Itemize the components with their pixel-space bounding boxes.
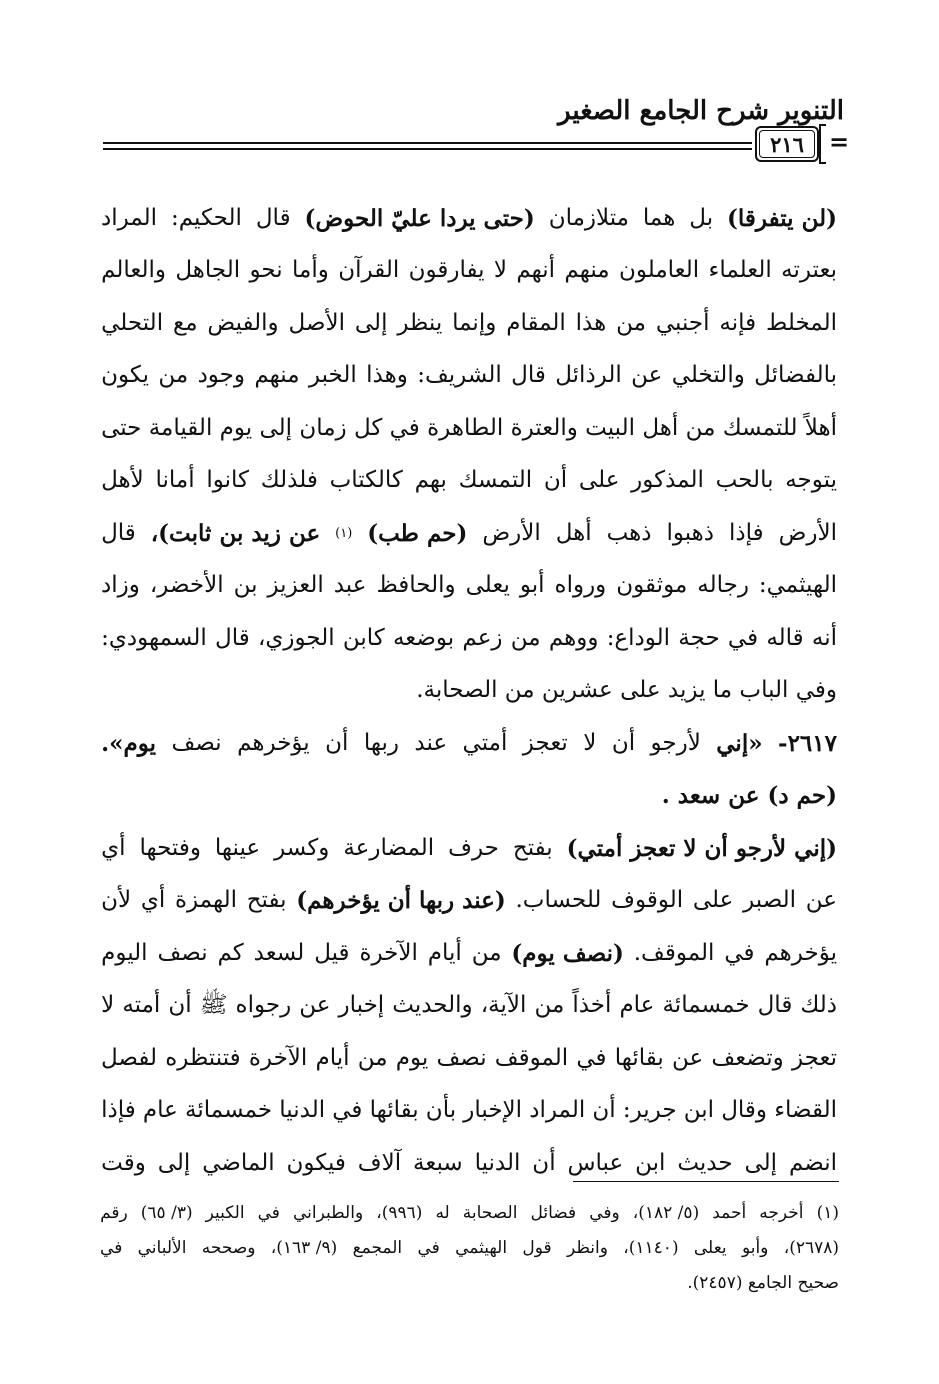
word: المراد xyxy=(101,204,158,231)
word: نصف xyxy=(157,939,208,966)
word: (حتى يردا عليّ الحوض) xyxy=(304,204,535,232)
word: صحيح الجامع (٢٤٥٧). xyxy=(687,1273,839,1293)
word: وتضعف xyxy=(711,1044,784,1071)
word: (٣/ ٦٥) xyxy=(140,1203,193,1223)
word: والحديث xyxy=(392,992,473,1019)
word: المخلط xyxy=(766,309,837,336)
word: أخذاً xyxy=(572,992,612,1019)
word: رقم xyxy=(100,1203,128,1223)
word: من xyxy=(534,992,565,1019)
word: أن xyxy=(611,729,636,756)
word: نحو xyxy=(249,257,283,284)
word: لا xyxy=(101,992,115,1019)
word: يتوجه xyxy=(785,467,837,494)
word: موثقون xyxy=(616,572,688,599)
word: الألباني xyxy=(137,1238,187,1258)
word: إلى xyxy=(354,309,388,336)
word: ورواه xyxy=(554,572,607,599)
text-line xyxy=(101,245,837,298)
text-line xyxy=(101,665,837,718)
word: سبعة xyxy=(413,1149,463,1176)
word: الطاهرة xyxy=(427,414,504,441)
word: بهم xyxy=(414,467,447,494)
word: والتخلي xyxy=(671,362,745,389)
word: من xyxy=(510,624,541,651)
word: وصححه xyxy=(201,1238,256,1258)
word: رجاله xyxy=(697,572,749,599)
word: هما xyxy=(642,204,676,231)
word: بالحب xyxy=(715,467,774,494)
word: وفتحها xyxy=(139,834,201,861)
word: ابن xyxy=(683,1097,715,1124)
word: منهم xyxy=(254,362,300,389)
word: الأصل xyxy=(288,309,346,336)
word: الدنيا xyxy=(474,1149,521,1176)
word: التمسك xyxy=(458,467,533,494)
word: عن xyxy=(299,992,331,1019)
text-line xyxy=(101,770,837,823)
word: والطبراني xyxy=(292,1203,364,1223)
word: العلماء xyxy=(708,257,772,284)
word: وفي الباب ما يزيد على عشرين من الصحابة. xyxy=(416,677,837,704)
word: من xyxy=(616,309,646,336)
word: أن xyxy=(543,467,568,494)
text-line xyxy=(101,1085,837,1138)
text-line xyxy=(101,717,837,770)
word: جرير: xyxy=(622,1097,677,1124)
word: له xyxy=(435,1203,450,1223)
word: قول xyxy=(522,1238,552,1258)
word: وأبو xyxy=(741,1238,769,1258)
word: (إني لأرجو أن لا تعجز أمتي) xyxy=(566,834,837,862)
word: على xyxy=(578,467,620,494)
word: الآخرة xyxy=(359,939,418,966)
word: وهذا xyxy=(366,362,408,389)
word: ٢٦١٧- xyxy=(778,729,837,757)
word: بأن xyxy=(425,1097,457,1124)
word: العاملون xyxy=(618,257,700,284)
word: من xyxy=(471,939,502,966)
header-rule-bottom xyxy=(103,148,752,150)
word: وكسر xyxy=(274,834,330,861)
word: عن زيد بن ثابت)، xyxy=(150,519,321,547)
word: فإنه xyxy=(719,309,757,336)
word: فضائل xyxy=(530,1203,577,1223)
word: إلى xyxy=(157,1149,191,1176)
word: (١) xyxy=(816,1203,839,1223)
word: قال xyxy=(255,204,291,231)
word: للحساب. xyxy=(515,887,602,914)
word: بوضعه xyxy=(392,624,455,651)
word: في xyxy=(332,1097,363,1124)
footnote-separator xyxy=(573,1181,839,1182)
word: على xyxy=(692,887,734,914)
word: أهل xyxy=(642,414,679,441)
footnote-ref: (١) xyxy=(335,525,353,541)
word: بقائها xyxy=(614,1044,664,1071)
word: والفيض xyxy=(207,309,279,336)
word: بفتح xyxy=(512,834,553,861)
word: الهيثمي: xyxy=(758,572,837,599)
word: من xyxy=(158,362,189,389)
word: حديث xyxy=(677,1149,733,1176)
word: إخبار xyxy=(338,992,385,1019)
word: أبو xyxy=(519,572,545,599)
text-line xyxy=(100,1231,839,1266)
word: تعجز xyxy=(791,1044,837,1071)
word: وإنما xyxy=(452,309,497,336)
word: ذلك xyxy=(800,992,837,1019)
word: ﷺ xyxy=(199,992,228,1019)
word: بن xyxy=(233,572,258,599)
word: الشريف: xyxy=(417,362,502,389)
word: الوداع: xyxy=(606,624,671,651)
word: أجنبي xyxy=(655,309,710,336)
word: أيام xyxy=(315,1044,350,1071)
word: لأهل xyxy=(101,467,144,494)
word: فتنتظره xyxy=(165,1044,241,1071)
word: أيام xyxy=(427,939,462,966)
word: وزاد xyxy=(101,572,140,599)
word: (١١٤٠)، xyxy=(623,1238,679,1258)
word: يوم». xyxy=(101,729,157,757)
word: خمسمائة xyxy=(185,1097,273,1124)
header-ornament: = xyxy=(829,127,850,156)
text-line xyxy=(101,350,837,403)
word: يعلى xyxy=(693,1238,727,1258)
word: عن xyxy=(631,362,663,389)
word: عن xyxy=(805,887,837,914)
word: حتى xyxy=(101,414,142,441)
word: قال xyxy=(215,624,250,651)
header-rule-top xyxy=(103,142,752,144)
word: أهل xyxy=(555,519,592,546)
word: عباس xyxy=(567,1149,624,1176)
word: مع xyxy=(172,309,198,336)
word: فإذا xyxy=(101,1097,136,1124)
word: قيل xyxy=(314,939,350,966)
word: الجاهل xyxy=(175,257,241,284)
word: في xyxy=(389,414,420,441)
word: الخبر xyxy=(308,362,357,389)
word: العزيز xyxy=(267,572,324,599)
word: أن xyxy=(592,1097,616,1124)
word: بل xyxy=(689,204,714,231)
word: المراد xyxy=(529,1097,586,1124)
text-line xyxy=(100,1266,839,1301)
word: الصحابة xyxy=(462,1203,518,1223)
word: يكون xyxy=(101,362,150,389)
word: أهلاً xyxy=(804,414,837,441)
word: حجة xyxy=(678,624,720,651)
word: متلازمان xyxy=(548,204,629,231)
word: الوقوف xyxy=(611,887,684,914)
text-line xyxy=(101,1032,837,1085)
word: ابن xyxy=(635,1149,666,1176)
word: أن xyxy=(532,1149,556,1176)
word: نصف xyxy=(436,1044,487,1071)
word: المجمع xyxy=(352,1238,403,1258)
running-title: التنوير شرح الجامع الصغير xyxy=(558,96,844,126)
word: ينظر xyxy=(397,309,443,336)
footnotes xyxy=(100,1196,839,1301)
text-line xyxy=(101,192,837,245)
word: الإخبار xyxy=(463,1097,523,1124)
word: كانوا xyxy=(206,467,250,494)
word: الآية، xyxy=(480,992,527,1019)
header-bracket-ornament xyxy=(819,124,826,164)
word: الماضي xyxy=(202,1149,275,1176)
word: عينها xyxy=(214,834,261,861)
word: يؤخرهم xyxy=(764,939,837,966)
word: قاله xyxy=(766,624,804,651)
word: زعم xyxy=(462,624,503,651)
word: كالكتاب xyxy=(329,467,403,494)
word: حرف xyxy=(448,834,499,861)
word: في xyxy=(417,1238,440,1258)
word: فلذلك xyxy=(260,467,318,494)
word: في xyxy=(724,939,755,966)
main-text xyxy=(101,192,837,1190)
word: في xyxy=(576,1044,607,1071)
text-line xyxy=(101,980,837,1033)
word: الهمزة xyxy=(174,887,237,914)
word: أخرجه xyxy=(759,1203,804,1223)
word: (حم طب) xyxy=(367,519,468,547)
word: بفتح xyxy=(246,887,287,914)
word: القضاء xyxy=(774,1097,837,1124)
word: كل xyxy=(353,414,383,441)
word: لسعد xyxy=(253,939,305,966)
word: رجواه xyxy=(235,992,292,1019)
word: ذهبوا xyxy=(666,519,715,546)
word: عن xyxy=(671,1044,704,1071)
word: وجود xyxy=(197,362,246,389)
word: فإذا xyxy=(729,519,764,546)
word: لا xyxy=(493,257,507,284)
word: منهم xyxy=(564,257,610,284)
word: لا xyxy=(583,729,597,756)
word: ووهم xyxy=(548,624,599,651)
word: من xyxy=(685,414,716,441)
word: (٥/ ١٨٢)، xyxy=(632,1203,700,1223)
text-line xyxy=(100,1196,839,1231)
text-line xyxy=(101,507,837,560)
word: يوم xyxy=(219,414,253,441)
word: بالفضائل xyxy=(754,362,837,389)
word: في xyxy=(100,1238,123,1258)
word: بعترته xyxy=(781,257,837,284)
word: من xyxy=(357,1044,388,1071)
word: قال xyxy=(757,992,793,1019)
word: أي xyxy=(140,887,166,914)
word: قال xyxy=(511,362,546,389)
word: وقال xyxy=(721,1097,768,1124)
word: القرآن xyxy=(338,257,400,284)
word: يوم xyxy=(395,1044,429,1071)
word: كابن xyxy=(342,624,385,651)
word: (٩٩٦)، xyxy=(376,1203,423,1223)
word: قال xyxy=(101,519,136,546)
word: نصف xyxy=(171,729,222,756)
word: أن xyxy=(168,992,192,1019)
word: لأن xyxy=(101,887,132,914)
word: الموقف xyxy=(494,1044,569,1071)
word: الأرض xyxy=(482,519,541,546)
word: الحكيم: xyxy=(170,204,242,231)
word: كم xyxy=(217,939,244,966)
word: (حم د) عن سعد . xyxy=(661,782,837,810)
word: الرذائل xyxy=(555,362,622,389)
word: السمهودي: xyxy=(101,624,207,651)
word: «إني xyxy=(716,729,763,757)
word: زمان xyxy=(299,414,347,441)
word: والعالم xyxy=(101,257,166,284)
word: الأخضر، xyxy=(149,572,224,599)
word: (عند ربها أن يؤخرهم) xyxy=(296,887,506,915)
text-line xyxy=(101,822,837,875)
word: أمتي xyxy=(462,729,508,756)
word: ذهب xyxy=(606,519,652,546)
word: بقائها xyxy=(369,1097,419,1124)
word: في xyxy=(727,624,759,651)
word: وأما xyxy=(292,257,329,284)
word: الدنيا xyxy=(279,1097,326,1124)
word: في xyxy=(257,1203,280,1223)
word: ربها xyxy=(363,729,399,756)
word: وانظر xyxy=(566,1238,608,1258)
word: لفصل xyxy=(101,1044,158,1071)
word: الهيثمي xyxy=(455,1238,508,1258)
word: الكبير xyxy=(205,1203,245,1223)
word: والحافظ xyxy=(376,572,456,599)
word: الصبر xyxy=(743,887,797,914)
word: المذكور xyxy=(631,467,704,494)
word: إلى xyxy=(744,1149,778,1176)
word: أمانا xyxy=(155,467,195,494)
word: انضم xyxy=(788,1149,837,1176)
text-line xyxy=(101,927,837,980)
word: يعلى xyxy=(465,572,510,599)
word: (نصف يوم) xyxy=(511,939,624,967)
text-line xyxy=(101,560,837,613)
word: إلى xyxy=(259,414,293,441)
text-line xyxy=(101,402,837,455)
word: وفي xyxy=(589,1203,620,1223)
word: البيت xyxy=(585,414,636,441)
word: الآخرة xyxy=(248,1044,308,1071)
word: اليوم xyxy=(101,939,148,966)
word: خمسمائة xyxy=(662,992,750,1019)
word: أن xyxy=(325,729,349,756)
word: (٢٦٧٨)، xyxy=(783,1238,839,1258)
word: لأرجو xyxy=(650,729,701,756)
word: هذا xyxy=(575,309,607,336)
word: والعترة xyxy=(510,414,578,441)
word: أنه xyxy=(811,624,837,651)
word: الأرض xyxy=(778,519,837,546)
page-number xyxy=(755,126,819,162)
word: المقام xyxy=(506,309,566,336)
word: أي xyxy=(101,834,126,861)
text-line xyxy=(101,455,837,508)
word: عبد xyxy=(333,572,367,599)
word: عام xyxy=(142,1097,178,1124)
word: أحمد xyxy=(712,1203,747,1223)
word: (لن يتفرقا) xyxy=(727,204,837,232)
word: المضارعة xyxy=(343,834,435,861)
word: عند xyxy=(414,729,448,756)
word: آلاف xyxy=(357,1149,402,1176)
word: تعجز xyxy=(522,729,568,756)
page-number-text: ٢١٦ xyxy=(770,131,804,157)
text-line xyxy=(101,297,837,350)
word: الجوزي، xyxy=(257,624,335,651)
word: يفارقون xyxy=(408,257,485,284)
word: الموقف. xyxy=(633,939,715,966)
text-line xyxy=(101,612,837,665)
word: التحلي xyxy=(101,309,164,336)
text-line xyxy=(101,875,837,928)
word: أنهم xyxy=(516,257,556,284)
word: أمته xyxy=(122,992,161,1019)
word: (٩/ ١٦٣)، xyxy=(270,1238,338,1258)
word: يؤخرهم xyxy=(237,729,310,756)
word: القيامة xyxy=(148,414,213,441)
word: عام xyxy=(619,992,655,1019)
word: وقت xyxy=(101,1149,146,1176)
word: للتمسك xyxy=(722,414,798,441)
word: فيكون xyxy=(286,1149,346,1176)
